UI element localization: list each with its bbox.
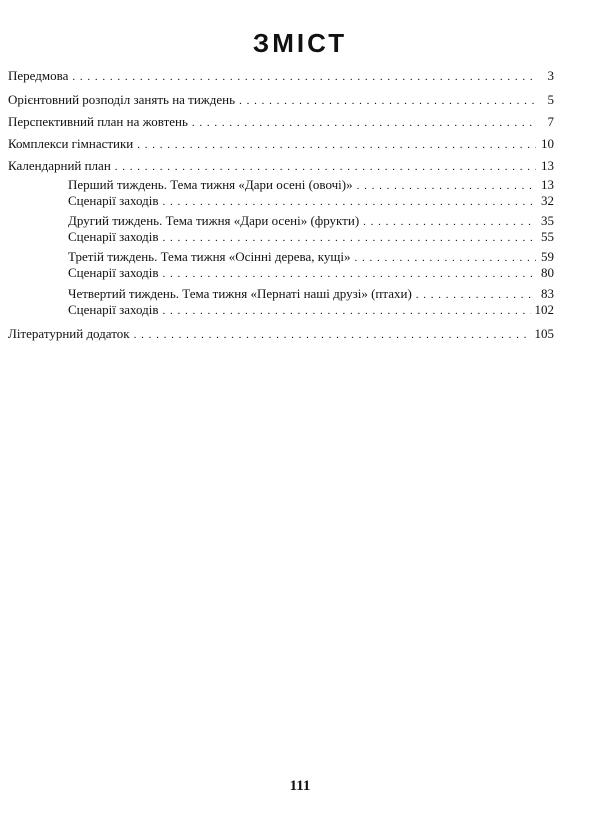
toc-entry-label: Сценарії заходів: [68, 265, 159, 280]
toc-entry-weekly-distribution[interactable]: [8, 92, 554, 108]
dot-leader: [363, 213, 536, 230]
dot-leader: [192, 114, 536, 131]
toc-entry-week-4[interactable]: [68, 286, 554, 302]
dot-leader: [163, 302, 531, 319]
dot-leader: [115, 158, 536, 175]
toc-entry-page: 32: [541, 193, 554, 208]
toc-entry-label: Перший тиждень. Тема тижня «Дари осені (овочі)»: [68, 177, 353, 192]
toc-entry-label: Четвертий тиждень. Тема тижня «Пернаті наші друзі» (птахи): [68, 286, 412, 301]
toc-entry-literary-appendix[interactable]: [8, 326, 554, 342]
toc-entry-week-2-scenarios[interactable]: [68, 229, 554, 245]
dot-leader: [357, 177, 536, 194]
toc-entry-page: 35: [541, 213, 554, 228]
toc-entry-week-1[interactable]: [68, 177, 554, 193]
toc-entry-week-4-scenarios[interactable]: [68, 302, 554, 318]
dot-leader: [134, 326, 531, 343]
toc-entry-label: Другий тиждень. Тема тижня «Дари осені» (фрукти): [68, 213, 360, 228]
toc-entry-page: 10: [541, 136, 554, 151]
toc-entry-page: 5: [547, 92, 554, 107]
dot-leader: [163, 265, 537, 282]
toc-entry-week-3-scenarios[interactable]: [68, 265, 554, 281]
page-number: 111: [289, 778, 311, 794]
dot-leader: [416, 286, 536, 303]
toc-entry-page: 105: [534, 326, 554, 341]
toc-entry-label: Перспективний план на жовтень: [8, 114, 188, 129]
toc-entry-page: 3: [547, 68, 554, 83]
toc-entry-label: Третій тиждень. Тема тижня «Осінні дерева, кущі»: [68, 249, 351, 264]
toc-entry-page: 102: [534, 302, 554, 317]
toc-entry-week-3[interactable]: [68, 249, 554, 265]
toc-entry-gymnastics[interactable]: [8, 136, 554, 152]
toc-entry-label: Передмова: [8, 68, 69, 83]
toc-entry-label: Сценарії заходів: [68, 302, 159, 317]
toc-entry-label: Сценарії заходів: [68, 193, 159, 208]
dot-leader: [354, 249, 536, 266]
toc-entry-page: 83: [541, 286, 554, 301]
toc-entry-page: 59: [541, 249, 554, 264]
toc-entry-week-2[interactable]: [68, 213, 554, 229]
dot-leader: [72, 68, 536, 85]
toc-entry-page: 13: [541, 158, 554, 173]
toc-entry-label: Комплекси гімнастики: [8, 136, 134, 151]
toc-entry-label: Календарний план: [8, 158, 111, 173]
toc-entry-week-1-scenarios[interactable]: [68, 193, 554, 209]
dot-leader: [137, 136, 536, 153]
toc-entry-label: Літературний додаток: [8, 326, 130, 341]
dot-leader: [163, 229, 537, 246]
toc-entry-page: 13: [541, 177, 554, 192]
toc-entry-page: 80: [541, 265, 554, 280]
toc-entry-page: 7: [547, 114, 554, 129]
toc-entry-label: Орієнтовний розподіл занять на тиждень: [8, 92, 236, 107]
toc-entry-october-plan[interactable]: [8, 114, 554, 130]
dot-leader: [239, 92, 536, 109]
toc-entry-calendar-plan[interactable]: [8, 158, 554, 174]
page-title: ЗМІСТ: [252, 28, 348, 58]
toc-entry-foreword[interactable]: [8, 68, 554, 84]
dot-leader: [163, 193, 537, 210]
toc-entry-page: 55: [541, 229, 554, 244]
toc-entry-label: Сценарії заходів: [68, 229, 159, 244]
